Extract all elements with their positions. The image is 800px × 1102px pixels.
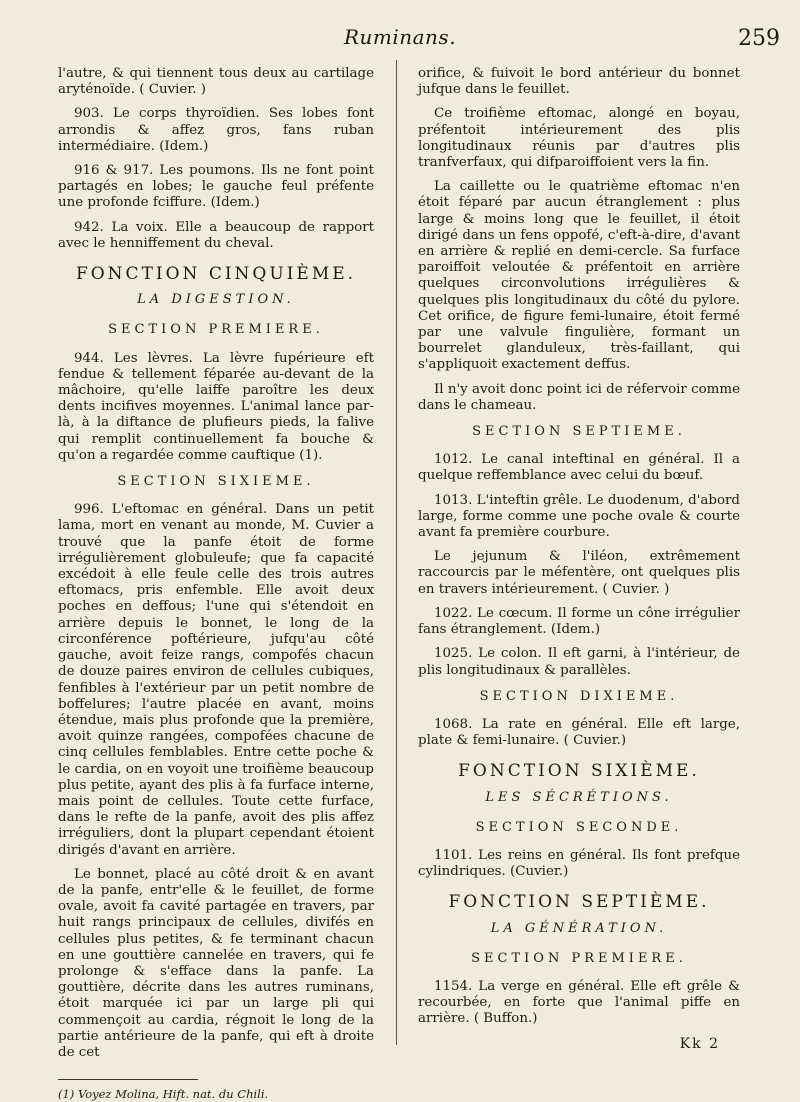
paragraph: 916 & 917. Les poumons. Ils ne font point partagés en lobes; le gauche feul préfente une profonde fciffure. (Idem.) xyxy=(58,163,374,211)
section-heading: SECTION PREMIERE. xyxy=(108,322,324,338)
paragraph: Le bonnet, placé au côté droit & en avant de la panfe, entr'elle & le feuillet, de forme ovale, avoit fa cavité partagée en travers, par huit rangs principaux de cellules, divifés en cellules plus petites, & fe terminant chacun en une gouttière cannelée en travers, qui fe prolonge & s'efface dans la panfe. La gouttière, décrite dans les autres ruminans, étoit marquée ici par un large pli qui commençoit au cardia, régnoit le long de la partie antérieure de la panfe, qui eft à droite de cet xyxy=(58,866,374,1060)
fonction-heading: FONCTION SIXIÈME. xyxy=(458,761,700,782)
paragraph: 903. Le corps thyroïdien. Ses lobes font arrondis & affez gros, fans ruban intermédiaire. (Idem.) xyxy=(58,106,374,154)
fonction-heading: FONCTION SEPTIÈME. xyxy=(448,892,710,913)
paragraph: La caillette ou le quatrième eftomac n'en étoit féparé par aucun étranglement : plus large & moins long que le feuillet, il étoit dirigé dans un fens oppofé, c'eft-à-dire, d'avant en arrière & replié en demi-cercle. Sa furface paroiffoit veloutée & préfentoit en arrière quelques circonvolutions irrégulières & quelques plis longitudinaux du côté du pylore. Cet orifice, de figure femi-lunaire, étoit fermé par une valvule fingulière, formant un bourrelet glanduleux, très-faillant, qui s'appliquoit exactement deffus. xyxy=(418,179,740,373)
paragraph: Ce troifième eftomac, alongé en boyau, préfentoit intérieurement des plis longitudinaux réunis par d'autres plis tranfverfaux, qui difparoiffoient vers la fin. xyxy=(418,106,740,171)
section-heading: SECTION DIXIEME. xyxy=(479,688,679,704)
signature-text: Kk 2 xyxy=(679,1035,720,1052)
section-heading: SECTION PREMIERE. xyxy=(471,950,687,966)
signature-mark xyxy=(418,1036,740,1052)
fonction-subheading: LES SÉCRÉTIONS. xyxy=(485,789,673,805)
column-divider xyxy=(396,60,397,1045)
paragraph: orifice, & fuivoit le bord antérieur du bonnet jufque dans le feuillet. xyxy=(418,66,740,98)
paragraph: 944. Les lèvres. La lèvre fupérieure eft fendue & tellement féparée au-devant de la mâchoire, qu'elle laiffe paroître les deux dents incifives moyennes. L'animal lance par-là, à la diftance de plufieurs pieds, la falive qui remplit continuellement fa bouche & qu'on a regardée comme cauftique (1). xyxy=(58,350,374,463)
paragraph: 1025. Le colon. Il eft garni, à l'intérieur, de plis longitudinaux & parallèles. xyxy=(418,646,740,678)
section-heading: SECTION SEPTIEME. xyxy=(472,424,686,440)
paragraph: 1012. Le canal inteftinal en général. Il a quelque reffemblance avec celui du bœuf. xyxy=(418,452,740,484)
paragraph: l'autre, & qui tiennent tous deux au cartilage aryténoïde. ( Cuvier. ) xyxy=(58,66,374,98)
paragraph: 1101. Les reins en général. Ils font prefque cylindriques. (Cuvier.) xyxy=(418,847,740,880)
left-column xyxy=(58,66,374,1102)
fonction-subheading: LA DIGESTION. xyxy=(137,292,295,308)
paragraph: Le jejunum & l'iléon, extrêmement raccourcis par le méfentère, ont quelques plis en travers intérieurement. ( Cuvier. ) xyxy=(418,549,740,597)
paragraph: Il n'y avoit donc point ici de réfervoir comme dans le chameau. xyxy=(418,381,740,413)
footnote-rule xyxy=(58,1079,198,1080)
footnote: (1) Voyez Molina, Hift. nat. du Chili. xyxy=(58,1087,269,1102)
running-title: Ruminans. xyxy=(343,25,457,49)
fonction-subheading: LA GÉNÉRATION. xyxy=(490,920,668,936)
page-number: 259 xyxy=(738,26,780,51)
paragraph: 996. L'eftomac en général. Dans un petit lama, mort en venant au monde, M. Cuvier a trouvé que la panfe étoit de forme irrégulièrement globuleufe; que fa capacité excédoit à elle feule celle des trois autres eftomacs, pris enfemble. Elle avoit deux poches en deffous; l'une qui s'étendoit en arrière depuis le bonnet, le long de la circonférence poftérieure, jufqu'au côté gauche, avoit feize rangs, compofés chacun de douze paires environ de cellules cubiques, fenfibles à l'extérieur par un petit nombre de boffelures; l'autre placée en avant, moins étendue, mais plus profonde que la première, avoit quinze rangées, compofées chacune de cinq cellules femblables. Entre cette poche & le cardia, on en voyoit une troifième beaucoup plus petite, ayant des plis à fa furface interne, mais point de cellules. Toute cette furface, dans le refte de la panfe, avoit des plis affez irréguliers, dont la plupart cependant étoient dirigés d'avant en arrière. xyxy=(58,502,374,858)
paragraph: 1068. La rate en général. Elle eft large, plate & femi-lunaire. ( Cuvier.) xyxy=(418,716,740,749)
right-column xyxy=(418,66,740,1052)
section-heading: SECTION SECONDE. xyxy=(475,819,683,835)
paragraph: 1022. Le cœcum. Il forme un cône irrégulier fans étranglement. (Idem.) xyxy=(418,605,740,638)
paragraph: 1013. L'inteftin grêle. Le duodenum, d'abord large, forme comme une poche ovale & courte avant fa première courbure. xyxy=(418,492,740,541)
paragraph: 1154. La verge en général. Elle eft grêle & recourbée, en forte que l'animal piffe en arrière. ( Buffon.) xyxy=(418,978,740,1027)
section-heading: SECTION SIXIEME. xyxy=(117,474,315,490)
paragraph: 942. La voix. Elle a beaucoup de rapport avec le henniffement du cheval. xyxy=(58,219,374,251)
fonction-heading: FONCTION CINQUIÈME. xyxy=(75,264,357,285)
